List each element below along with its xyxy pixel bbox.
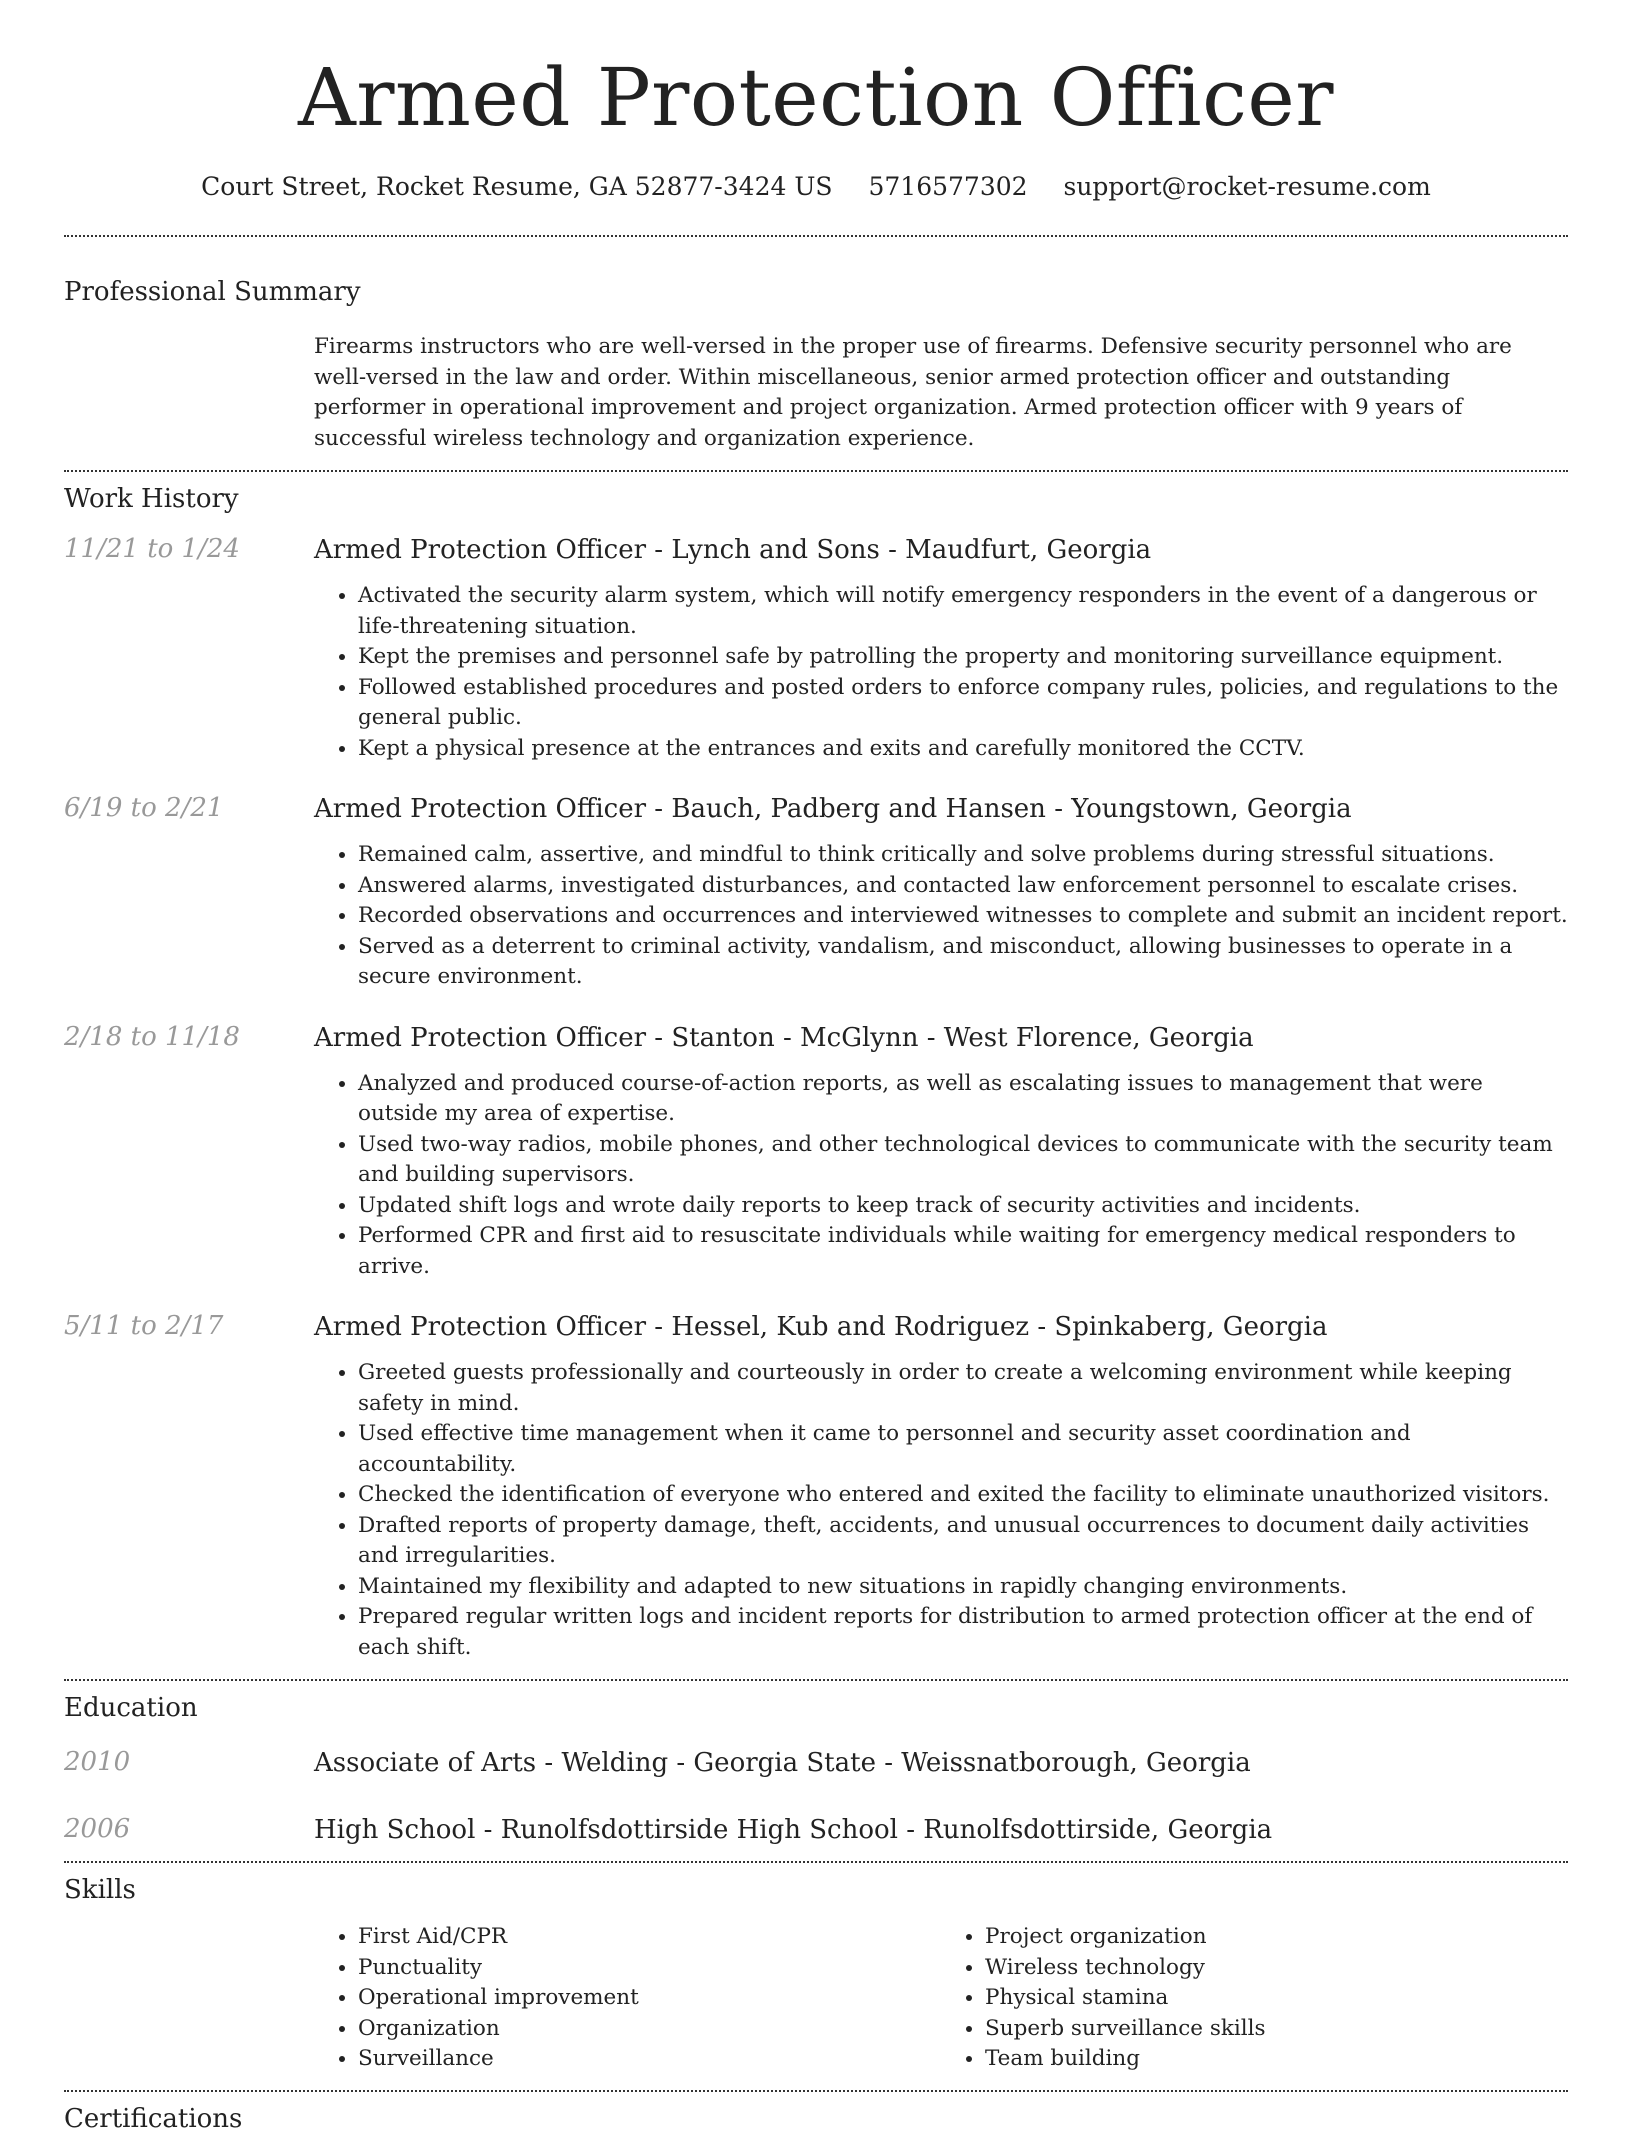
contact-address: Court Street, Rocket Resume, GA 52877-3424 US (201, 172, 833, 201)
list-item: • Kept a physical presence at the entrances and exits and carefully monitored the CCTV. (358, 734, 1568, 765)
skills-list-right (941, 1922, 1568, 2075)
job-entry (64, 793, 1568, 993)
list-item: • Updated shift logs and wrote daily reports to keep track of security activities and incidents. (358, 1191, 1568, 1222)
job-title: Armed Protection Officer - Bauch, Padberg and Hansen - Youngstown, Georgia (314, 794, 1352, 824)
education-title: Associate of Arts - Welding - Georgia State - Weissnatborough, Georgia (314, 1748, 1251, 1778)
skill-item: • Project organization (985, 1922, 1568, 1953)
job-title: Armed Protection Officer - Hessel, Kub and Rodriguez - Spinkaberg, Georgia (314, 1312, 1328, 1342)
section-heading-certifications: Certifications (64, 2103, 243, 2134)
job-title: Armed Protection Officer - Stanton - McGlynn - West Florence, Georgia (314, 1022, 1254, 1053)
list-item: • Drafted reports of property damage, theft, accidents, and unusual occurrences to document daily activities and irregularities. (358, 1511, 1568, 1572)
job-entry (64, 1022, 1568, 1283)
skill-item: • Physical stamina (985, 1983, 1568, 2014)
job-bullets (314, 1069, 1568, 1283)
divider (64, 2090, 1568, 2092)
list-item: • Followed established procedures and posted orders to enforce company rules, policies, and regulations to the general public. (358, 673, 1568, 734)
divider (64, 470, 1568, 472)
education-year: 2010 (64, 1747, 131, 1777)
skill-item: • First Aid/CPR (358, 1922, 941, 1953)
section-heading-work: Work History (64, 484, 239, 514)
skill-item: • Wireless technology (985, 1953, 1568, 1984)
list-item: • Kept the premises and personnel safe by patrolling the property and monitoring surveillance equipment. (358, 642, 1568, 673)
list-item: • Greeted guests professionally and courteously in order to create a welcoming environment while keeping safety in mind. (358, 1358, 1568, 1419)
list-item: • Prepared regular written logs and incident reports for distribution to armed protection officer at the end of each shift. (358, 1602, 1568, 1663)
list-item: • Recorded observations and occurrences and interviewed witnesses to complete and submit an incident report. (358, 901, 1568, 932)
job-bullets (314, 840, 1568, 993)
list-item: • Served as a deterrent to criminal activity, vandalism, and misconduct, allowing businesses to operate in a secure environment. (358, 932, 1568, 993)
list-item: • Used two-way radios, mobile phones, and other technological devices to communicate with the security team and building supervisors. (358, 1130, 1568, 1191)
list-item: • Activated the security alarm system, which will notify emergency responders in the event of a dangerous or life-threatening situation. (358, 581, 1568, 642)
list-item: • Analyzed and produced course-of-action reports, as well as escalating issues to management that were outside my area of expertise. (358, 1069, 1568, 1130)
job-dates: 6/19 to 2/21 (64, 793, 224, 823)
job-dates: 5/11 to 2/17 (64, 1311, 224, 1341)
divider (64, 1861, 1568, 1863)
list-item: • Used effective time management when it came to personnel and security asset coordination and accountability. (358, 1419, 1568, 1480)
list-item: • Performed CPR and first aid to resuscitate individuals while waiting for emergency medical responders to arrive. (358, 1221, 1568, 1282)
skill-item: • Operational improvement (358, 1983, 941, 2014)
job-bullets (314, 581, 1568, 764)
skills-list-left (314, 1922, 941, 2075)
education-title: High School - Runolfsdottirside High School - Runolfsdottirside, Georgia (314, 1815, 1273, 1845)
divider (64, 235, 1568, 237)
skill-item: • Team building (985, 2044, 1568, 2075)
skill-item: • Punctuality (358, 1953, 941, 1984)
job-entry (64, 534, 1568, 764)
job-entry (64, 1311, 1568, 1663)
section-heading-education: Education (64, 1693, 198, 1723)
contact-email: support@rocket-resume.com (1063, 172, 1431, 201)
job-dates: 11/21 to 1/24 (64, 534, 240, 564)
list-item: • Checked the identification of everyone who entered and exited the facility to eliminate unauthorized visitors. (358, 1480, 1568, 1511)
section-heading-skills: Skills (64, 1875, 136, 1905)
contact-line (64, 172, 1568, 201)
skills-columns (64, 1922, 1568, 2075)
section-heading-summary: Professional Summary (64, 277, 361, 307)
education-entry (64, 1814, 1568, 1846)
list-item: • Answered alarms, investigated disturbances, and contacted law enforcement personnel to escalate crises. (358, 871, 1568, 902)
education-year: 2006 (64, 1814, 131, 1844)
job-dates: 2/18 to 11/18 (64, 1021, 240, 1052)
contact-phone: 5716577302 (868, 172, 1028, 201)
resume-name: Armed Protection Officer (297, 51, 1335, 144)
list-item: • Remained calm, assertive, and mindful to think critically and solve problems during stressful situations. (358, 840, 1568, 871)
divider (64, 1679, 1568, 1681)
job-bullets (314, 1358, 1568, 1663)
skill-item: • Superb surveillance skills (985, 2014, 1568, 2045)
skill-item: • Organization (358, 2014, 941, 2045)
job-title: Armed Protection Officer - Lynch and Sons - Maudfurt, Georgia (314, 535, 1152, 565)
education-entry (64, 1747, 1568, 1779)
list-item: • Maintained my flexibility and adapted to new situations in rapidly changing environments. (358, 1572, 1568, 1603)
summary-text: Firearms instructors who are well-versed in the proper use of firearms. Defensive security personnel who are well-versed in the law and order. Within miscellaneous, senior armed protection officer and outstanding performer in operational improvement and project organization. Armed protection officer with 9 years of successful wireless technology and organization experience. (314, 334, 1512, 451)
skill-item: • Surveillance (358, 2044, 941, 2075)
